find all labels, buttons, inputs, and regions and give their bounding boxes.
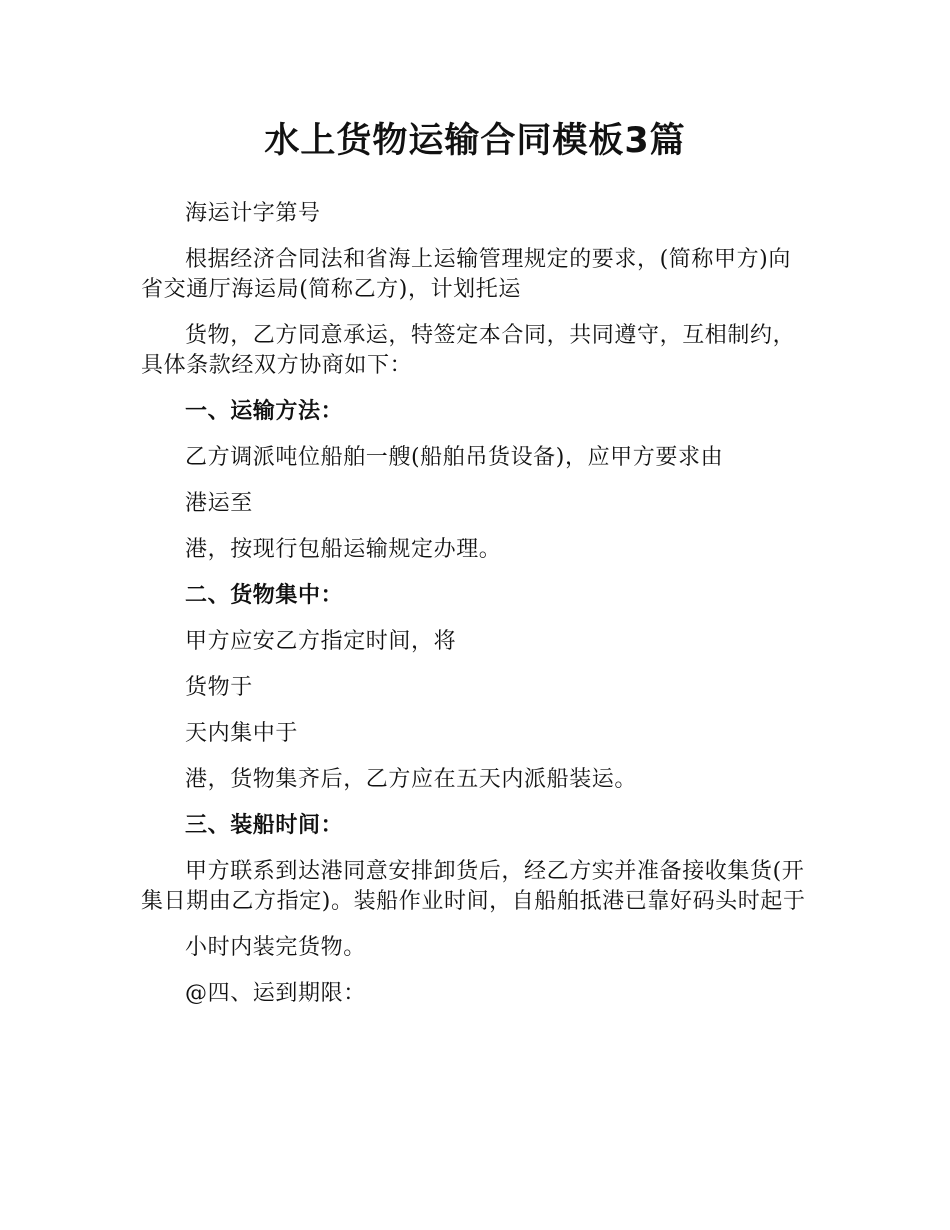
document-body	[141, 199, 809, 1025]
paragraph-route-to: 港，按现行包船运输规定办理。	[185, 537, 502, 562]
section-heading-loading-time: 三、装船时间：	[185, 813, 344, 838]
section-heading-delivery-deadline: @四、运到期限：	[185, 981, 366, 1006]
document-title: 水上货物运输合同模板3篇	[264, 121, 686, 161]
paragraph-cargo-days: 天内集中于	[185, 721, 299, 746]
paragraph-loading-terms: 甲方联系到达港同意安排卸货后，经乙方实并准备接收集货(开集日期由乙方指定)。装船作业时间，自船舶抵港已靠好码头时起于	[141, 859, 806, 914]
paragraph-vessel-dispatch: 乙方调派吨位船舶一艘(船舶吊货设备)，应甲方要求由	[185, 445, 724, 470]
paragraph-cargo-port: 港，货物集齐后，乙方应在五天内派船装运。	[185, 767, 638, 792]
paragraph-cargo-time: 甲方应安乙方指定时间，将	[185, 629, 457, 654]
section-heading-cargo-collection: 二、货物集中：	[185, 583, 344, 608]
paragraph-agreement: 货物，乙方同意承运，特签定本合同，共同遵守，互相制约，具体条款经双方协商如下：	[141, 323, 796, 378]
section-heading-transport-method: 一、运输方法：	[185, 399, 344, 424]
paragraph-cargo-goods: 货物于	[185, 675, 253, 700]
paragraph-loading-hours: 小时内装完货物。	[185, 935, 366, 960]
contract-number-line: 海运计字第号	[185, 201, 321, 226]
paragraph-route-from: 港运至	[185, 491, 253, 516]
paragraph-intro: 根据经济合同法和省海上运输管理规定的要求，(简称甲方)向省交通厅海运局(简称乙方)，计划托运	[141, 247, 791, 302]
